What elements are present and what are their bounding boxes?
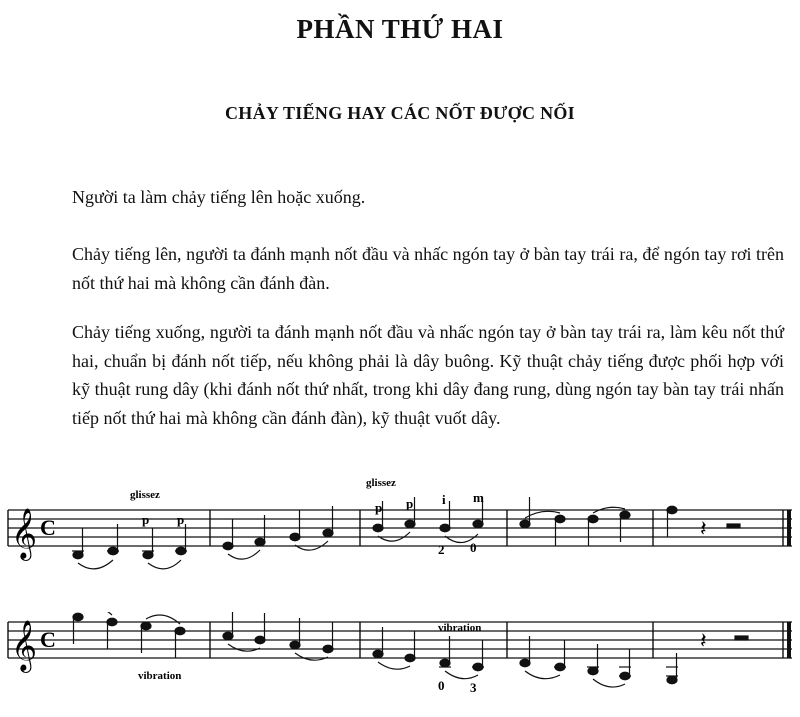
treble-clef-icon: 𝄞	[11, 509, 38, 558]
glissez-label-1: glissez	[130, 489, 160, 501]
finger-p-4: p	[406, 496, 414, 511]
finger-0: 0	[470, 540, 477, 555]
finger-3: 3	[470, 680, 477, 695]
time-signature: C	[40, 515, 56, 540]
vibration-label-1: vibration	[138, 670, 182, 682]
staff-lines	[8, 622, 792, 658]
paragraph-downward-slur-text: Chảy tiếng xuống, người ta đánh mạnh nốt đầu và nhấc ngón tay ở bàn tay trái ra, làm kêu nốt thứ hai, chuẩn bị đánh nốt tiếp, nếu không phải là dây buông. Kỹ thuật chảy tiếng được phối hợp với kỹ thuật rung dây (khi đánh nốt thứ nhất, trong khi dây đang rung, dùng ngón tay bàn tay trái nhấn tiếp nốt thứ hai mà không cần đánh đàn), kỹ thuật vuốt dây.	[72, 322, 784, 428]
finger-0: 0	[438, 678, 445, 693]
finger-p-1: p	[142, 512, 150, 527]
paragraph-upward-slur	[72, 240, 784, 297]
page-title: PHẦN THỨ HAI	[296, 14, 504, 44]
paragraph-downward-slur	[72, 318, 784, 432]
glissez-label-2: glissez	[366, 477, 396, 489]
music-staff-1	[0, 468, 800, 598]
finger-2: 2	[438, 542, 445, 557]
vibration-label-2: vibration	[438, 622, 482, 634]
staff-lines	[8, 510, 792, 546]
finger-p-2: p	[177, 512, 185, 527]
final-barline	[787, 510, 791, 546]
slurs-staff1	[78, 507, 625, 569]
paragraph-upward-slur-text: Chảy tiếng lên, người ta đánh mạnh nốt đầu và nhấc ngón tay ở bàn tay trái ra, để ngón tay rơi trên nốt thứ hai mà không cần đánh đàn.	[72, 244, 784, 293]
treble-clef-icon: 𝄞	[11, 621, 38, 670]
quarter-rest-icon: 𝄽	[700, 628, 707, 653]
finger-i: i	[442, 492, 446, 507]
paragraph-intro: Người ta làm chảy tiếng lên hoặc xuống.	[72, 187, 366, 207]
finger-p-3: p	[375, 500, 383, 515]
quarter-rest-icon: 𝄽	[700, 516, 707, 541]
time-signature: C	[40, 627, 56, 652]
section-subtitle: CHẢY TIẾNG HAY CÁC NỐT ĐƯỢC NỐI	[224, 103, 575, 123]
music-staff-2	[0, 612, 800, 717]
final-barline	[787, 622, 791, 658]
finger-m: m	[473, 490, 484, 505]
